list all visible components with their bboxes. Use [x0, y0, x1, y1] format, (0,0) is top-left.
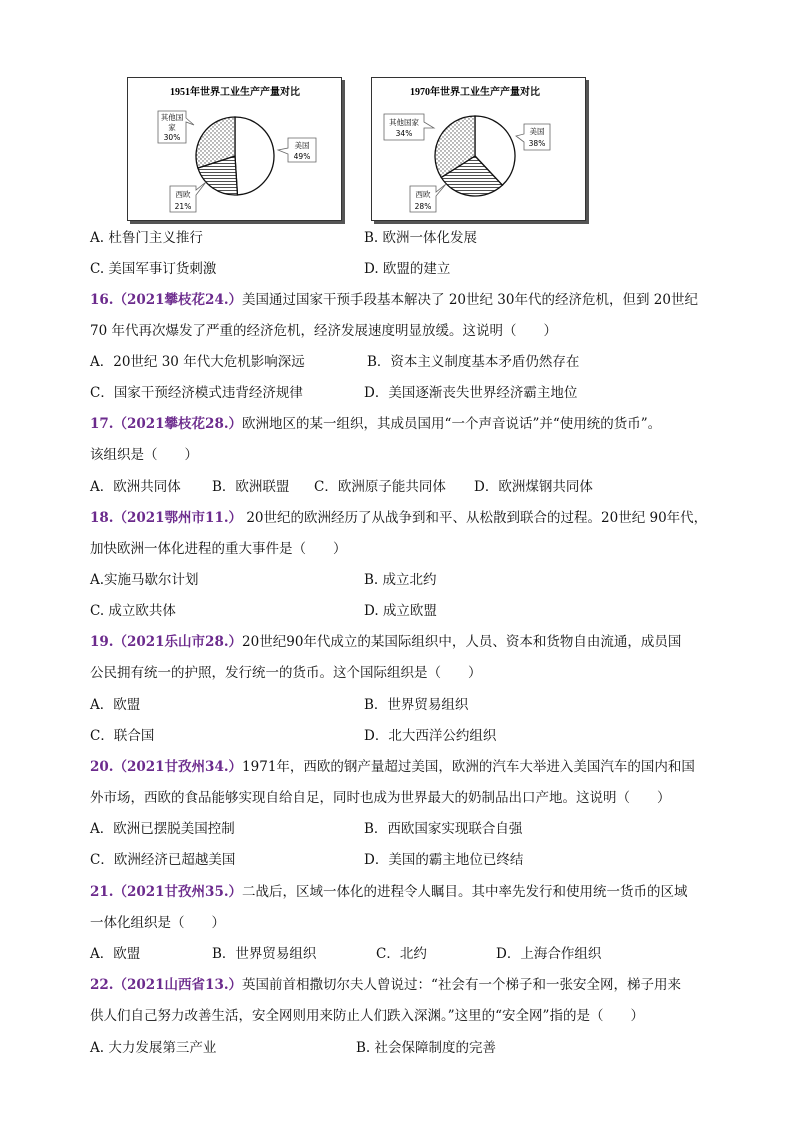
q18-number: 18.（2021鄂州市11.） — [90, 510, 243, 526]
pie-chart-1970 — [371, 77, 586, 221]
q19-stem-line2: 公民拥有统一的护照，发行统一的货币。这个国际组织是（ ） — [90, 665, 482, 681]
q22-text-1: 英国前首相撒切尔夫人曾说过：“社会有一个梯子和一张安全网，梯子用来 — [242, 977, 681, 993]
q15-option-a[interactable]: A. 杜鲁门主义推行 — [90, 230, 203, 246]
q22-stem-line2: 供人们自己努力改善生活，安全网则用来防止人们跌入深渊。”这里的“安全网”指的是（ ） — [90, 1008, 644, 1024]
q22-option-a[interactable]: A. 大力发展第三产业 — [90, 1040, 217, 1056]
q17-stem-line1 — [90, 415, 734, 433]
q17-option-a[interactable]: A．欧洲共同体 — [90, 479, 181, 495]
q21-option-c[interactable]: C．北约 — [376, 946, 427, 962]
q21-option-d[interactable]: D．上海合作组织 — [496, 946, 602, 962]
label-west-europe-percent: 28% — [414, 202, 432, 211]
pie-slices — [196, 117, 274, 195]
q20-option-b[interactable]: B．西欧国家实现联合自强 — [364, 821, 523, 837]
label-usa: 美国 — [529, 127, 545, 136]
label-west-europe: 西欧 — [175, 190, 191, 199]
label-other-percent: 34% — [395, 129, 413, 138]
pie-slices — [435, 116, 515, 196]
q18-stem-line2: 加快欧洲一体化进程的重大事件是（ ） — [90, 541, 347, 557]
q17-number: 17.（2021攀枝花28.） — [90, 416, 243, 432]
q18-text-1: 20世纪的欧洲经历了从战争到和平、从松散到联合的过程。20世纪 90年代， — [242, 510, 708, 526]
pie-chart-1951-svg — [128, 78, 341, 220]
q15-option-d[interactable]: D. 欧盟的建立 — [364, 261, 451, 277]
q16-option-c[interactable]: C．国家干预经济模式违背经济规律 — [90, 385, 303, 401]
q17-option-d[interactable]: D．欧洲煤钢共同体 — [474, 479, 593, 495]
q16-text-1: 美国通过国家干预手段基本解决了 20世纪 30年代的经济危机，但到 20世纪 — [242, 292, 698, 308]
q22-stem-line1 — [90, 976, 734, 994]
q20-stem-line1 — [90, 758, 734, 776]
q20-option-c[interactable]: C．欧洲经济已超越美国 — [90, 852, 236, 868]
q21-option-b[interactable]: B．世界贸易组织 — [212, 946, 317, 962]
q16-stem-line1 — [90, 291, 734, 309]
q15-option-b[interactable]: B. 欧洲一体化发展 — [364, 230, 478, 246]
q17-stem-line2: 该组织是（ ） — [90, 447, 198, 463]
q17-option-b[interactable]: B．欧洲联盟 — [212, 479, 290, 495]
label-usa-percent: 38% — [528, 139, 546, 148]
q19-text-1: 20世纪90年代成立的某国际组织中，人员、资本和货物自由流通，成员国 — [242, 634, 682, 650]
q21-stem-line1 — [90, 883, 734, 901]
q19-stem-line1 — [90, 633, 734, 651]
chart-title: 1970年世界工业生产产量对比 — [410, 87, 540, 98]
q21-number: 21.（2021甘孜州35.） — [90, 884, 243, 900]
label-usa-percent: 49% — [293, 152, 311, 161]
q20-number: 20.（2021甘孜州34.） — [90, 759, 243, 775]
label-west-europe: 西欧 — [415, 190, 431, 199]
q20-text-1: 1971年，西欧的钢产量超过美国，欧洲的汽车大举进入美国汽车的国内和国 — [242, 759, 695, 775]
q19-option-d[interactable]: D．北大西洋公约组织 — [364, 728, 497, 744]
q20-option-d[interactable]: D．美国的霸主地位已终结 — [364, 852, 524, 868]
q19-option-a[interactable]: A．欧盟 — [90, 697, 141, 713]
q18-option-c[interactable]: C. 成立欧共体 — [90, 603, 176, 619]
q16-option-a[interactable]: A．20世纪 30 年代大危机影响深远 — [90, 354, 305, 370]
q19-option-b[interactable]: B．世界贸易组织 — [364, 697, 469, 713]
pie-chart-1951 — [127, 77, 342, 221]
q20-stem-line2: 外市场，西欧的食品能够实现自给自足，同时也成为世界最大的奶制品出口产地。这说明（ ） — [90, 790, 671, 806]
q22-option-b[interactable]: B. 社会保障制度的完善 — [356, 1040, 497, 1056]
q17-option-c[interactable]: C．欧洲原子能共同体 — [314, 479, 446, 495]
chart-title: 1951年世界工业生产产量对比 — [170, 87, 300, 98]
q16-option-d[interactable]: D．美国逐渐丧失世界经济霸主地位 — [364, 385, 578, 401]
q21-text-1: 二战后，区域一体化的进程令人瞩目。其中率先发行和使用统一货币的区域 — [242, 884, 688, 900]
q18-option-a[interactable]: A.实施马歇尔计划 — [90, 572, 199, 588]
q16-stem-line2: 70 年代再次爆发了严重的经济危机，经济发展速度明显放缓。这说明（ ） — [90, 323, 557, 339]
q18-stem-line1 — [90, 509, 734, 527]
q22-number: 22.（2021山西省13.） — [90, 977, 243, 993]
q16-number: 16.（2021攀枝花24.） — [90, 292, 243, 308]
q18-option-d[interactable]: D. 成立欧盟 — [364, 603, 437, 619]
label-other-line2: 家 — [168, 123, 176, 132]
label-west-europe-percent: 21% — [174, 202, 192, 211]
q21-option-a[interactable]: A．欧盟 — [90, 946, 141, 962]
label-usa: 美国 — [294, 141, 310, 150]
label-other: 其他国家 — [389, 118, 419, 127]
q20-option-a[interactable]: A．欧洲已摆脱美国控制 — [90, 821, 235, 837]
q17-text-1: 欧洲地区的某一组织，其成员国用“一个声音说话”并“使用统的货币”。 — [242, 416, 662, 432]
q15-option-c[interactable]: C. 美国军事订货刺激 — [90, 261, 217, 277]
q19-number: 19.（2021乐山市28.） — [90, 634, 243, 650]
q19-option-c[interactable]: C．联合国 — [90, 728, 155, 744]
pie-chart-1970-svg — [372, 78, 585, 220]
q21-stem-line2: 一体化组织是（ ） — [90, 915, 225, 931]
pie-slice-usa — [235, 117, 274, 195]
label-other-percent: 30% — [163, 133, 181, 142]
q18-option-b[interactable]: B. 成立北约 — [364, 572, 437, 588]
q16-option-b[interactable]: B．资本主义制度基本矛盾仍然存在 — [367, 354, 580, 370]
label-other-line1: 其他国 — [160, 113, 184, 122]
